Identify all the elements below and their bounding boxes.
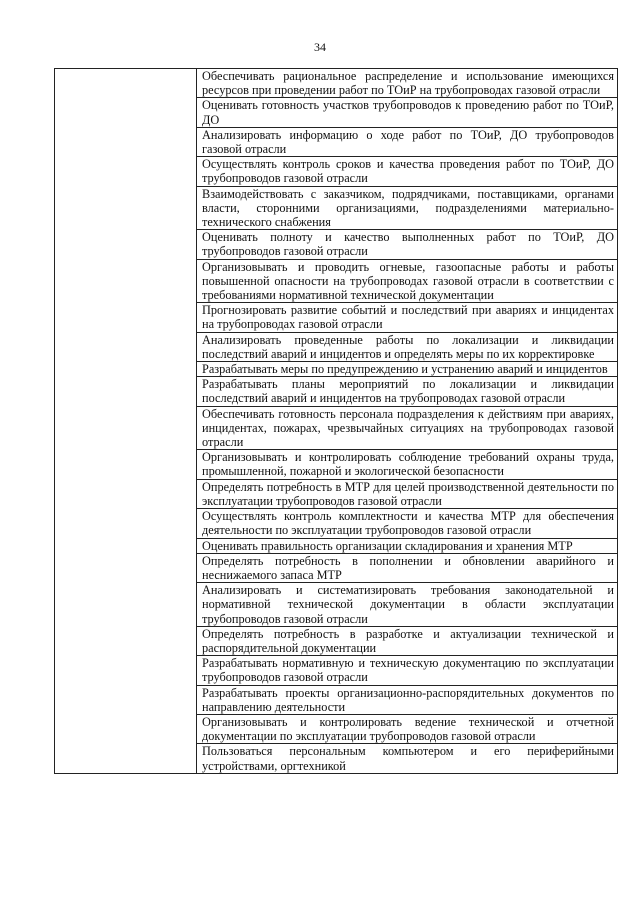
skill-cell: Анализировать проведенные работы по локализации и ликвидации последствий аварий и инцидентов и определять меры по их корректировке	[197, 332, 618, 361]
skill-cell: Осуществлять контроль сроков и качества проведения работ по ТОиР, ДО трубопроводов газовой отрасли	[197, 157, 618, 186]
skill-cell: Определять потребность в разработке и актуализации технической и распорядительной документации	[197, 626, 618, 655]
skill-cell: Организовывать и контролировать соблюдение требований охраны труда, промышленной, пожарной и экологической безопасности	[197, 450, 618, 479]
skill-cell: Разрабатывать нормативную и техническую документацию по эксплуатации трубопроводов газовой отрасли	[197, 656, 618, 685]
skill-cell: Разрабатывать проекты организационно-распорядительных документов по направлению деятельности	[197, 685, 618, 714]
skill-cell: Обеспечивать готовность персонала подразделения к действиям при авариях, инцидентах, пожарах, чрезвычайных ситуациях на трубопроводах газовой отрасли	[197, 406, 618, 450]
skills-table	[54, 68, 618, 774]
skill-cell: Оценивать полноту и качество выполненных работ по ТОиР, ДО трубопроводов газовой отрасли	[197, 230, 618, 259]
skill-cell: Разрабатывать планы мероприятий по локализации и ликвидации последствий аварий и инцидентов на трубопроводах газовой отрасли	[197, 377, 618, 406]
skill-cell: Оценивать правильность организации складирования и хранения МТР	[197, 538, 618, 553]
empty-first-column	[55, 69, 197, 774]
skill-cell: Разрабатывать меры по предупреждению и устранению аварий и инцидентов	[197, 362, 618, 377]
skill-cell: Определять потребность в пополнении и обновлении аварийного и неснижаемого запаса МТР	[197, 553, 618, 582]
skill-cell: Оценивать готовность участков трубопроводов к проведению работ по ТОиР, ДО	[197, 98, 618, 127]
skill-cell: Анализировать и систематизировать требования законодательной и нормативной технической документации в области эксплуатации трубопроводов газовой отрасли	[197, 583, 618, 627]
skill-cell: Организовывать и проводить огневые, газоопасные работы и работы повышенной опасности на трубопроводах газовой отрасли в соответствии с требованиями нормативной технической документации	[197, 259, 618, 303]
skill-cell: Пользоваться персональным компьютером и его периферийными устройствами, оргтехникой	[197, 744, 618, 773]
table-row	[55, 69, 618, 98]
page-number: 34	[314, 40, 326, 54]
skill-cell: Определять потребность в МТР для целей производственной деятельности по эксплуатации трубопроводов газовой отрасли	[197, 479, 618, 508]
skill-cell: Обеспечивать рациональное распределение и использование имеющихся ресурсов при проведении работ по ТОиР на трубопроводах газовой отрасли	[197, 69, 618, 98]
skill-cell: Осуществлять контроль комплектности и качества МТР для обеспечения деятельности по эксплуатации трубопроводов газовой отрасли	[197, 509, 618, 538]
skill-cell: Анализировать информацию о ходе работ по ТОиР, ДО трубопроводов газовой отрасли	[197, 127, 618, 156]
skill-cell: Взаимодействовать с заказчиком, подрядчиками, поставщиками, органами власти, сторонними организациями, подразделениями материально-технического снабжения	[197, 186, 618, 230]
skill-cell: Прогнозировать развитие событий и последствий при авариях и инцидентах на трубопроводах газовой отрасли	[197, 303, 618, 332]
skill-cell: Организовывать и контролировать ведение технической и отчетной документации по эксплуатации трубопроводов газовой отрасли	[197, 714, 618, 743]
